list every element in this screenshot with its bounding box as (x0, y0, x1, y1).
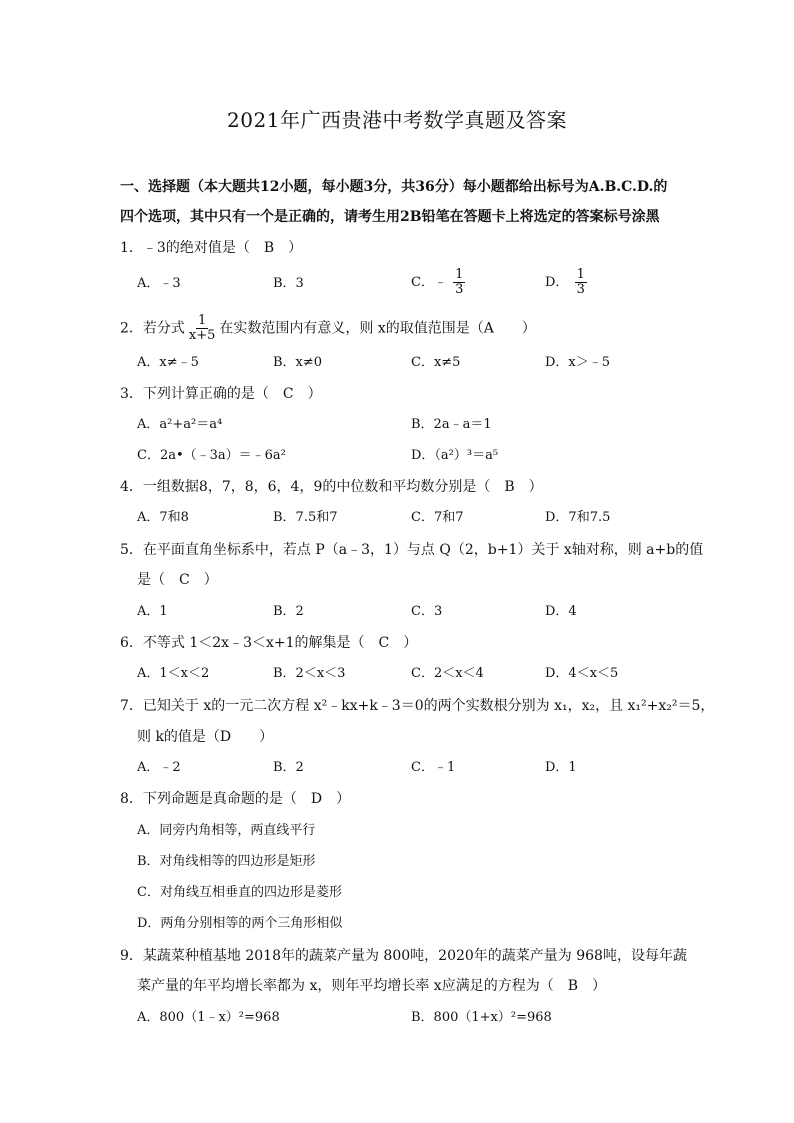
question-4-stem: 4．一组数据8，7，8，6，4，9的中位数和平均数分别是（ B ） (120, 479, 543, 495)
question-2-stem-suffix: 在实数范围内有意义，则 x的取值范围是（A ） (219, 320, 536, 337)
question-4-option-a: A．7和8 (137, 510, 189, 525)
question-2-fraction (187, 314, 218, 343)
question-5-option-a: A．1 (137, 604, 168, 619)
question-5-option-b: B．2 (273, 604, 304, 619)
question-3-option-c: C．2a•（﹣3a）＝﹣6a² (137, 448, 286, 463)
question-1-option-c-fraction (453, 268, 465, 297)
fraction-numerator: 1 (576, 267, 585, 282)
question-8-option-c: C．对角线互相垂直的四边形是菱形 (137, 885, 342, 900)
question-3-option-b: B．2a﹣a＝1 (411, 417, 492, 432)
fraction-denominator: 3 (455, 282, 464, 297)
question-3-stem: 3．下列计算正确的是（ C ） (120, 386, 322, 402)
fraction-numerator: 1 (455, 267, 464, 282)
question-1-option-c (411, 268, 467, 297)
question-7-stem-line-2: 则 k的值是（D ） (137, 729, 274, 745)
question-2-option-b: B．x≠0 (273, 355, 323, 370)
question-1-option-a: A．﹣3 (137, 276, 181, 291)
question-9-option-a: A．800（1﹣x）²=968 (137, 1010, 280, 1025)
question-7-option-b: B．2 (273, 760, 304, 775)
fraction-numerator: 1 (198, 313, 207, 328)
question-4-option-d: D．7和7.5 (545, 510, 611, 525)
section-heading-line-2: 四个选项，其中只有一个是正确的，请考生用2B铅笔在答题卡上将选定的答案标号涂黑 (120, 209, 660, 225)
question-5-stem-line-2: 是（ C ） (137, 572, 218, 588)
question-5-option-c: C．3 (411, 604, 443, 619)
question-3-option-d: D．（a²）³＝a⁵ (411, 448, 499, 463)
question-7-option-a: A．﹣2 (137, 760, 181, 775)
question-7-option-d: D．1 (545, 760, 577, 775)
question-6-option-b: B．2＜x＜3 (273, 666, 346, 681)
question-3-option-a: A．a²+a²＝a⁴ (137, 417, 223, 432)
question-4-option-b: B．7.5和7 (273, 510, 338, 525)
question-8-option-b: B．对角线相等的四边形是矩形 (137, 854, 316, 869)
page-title: 2021年广西贵港中考数学真题及答案 (227, 108, 567, 132)
question-2-option-d: D．x＞﹣5 (545, 355, 611, 370)
question-1-stem: 1．﹣3的绝对值是（ B ） (120, 240, 303, 256)
question-7-stem-line-1: 7．已知关于 x的一元二次方程 x²﹣kx+k﹣3＝0的两个实数根分别为 x₁，x₂，且 x₁²+x₂²＝5， (120, 698, 715, 714)
question-8-stem: 8．下列命题是真命题的是（ D ） (120, 791, 351, 807)
question-9-stem-line-1: 9．某蔬菜种植基地 2018年的蔬菜产量为 800吨，2020年的蔬菜产量为 968吨，设每年蔬 (120, 948, 687, 964)
question-2-option-a: A．x≠﹣5 (137, 355, 199, 370)
question-1-option-d-fraction (575, 268, 587, 297)
question-5-stem-line-1: 5．在平面直角坐标系中，若点 P（a﹣3，1）与点 Q（2，b+1）关于 x轴对称，则 a+b的值 (120, 542, 704, 558)
question-4-option-c: C．7和7 (411, 510, 464, 525)
section-heading-line-1: 一、选择题（本大题共12小题，每小题3分，共36分）每小题都给出标号为A.B.C.D.的 (120, 179, 668, 195)
question-8-option-d: D．两角分别相等的两个三角形相似 (137, 916, 343, 931)
question-6-option-c: C．2＜x＜4 (411, 666, 484, 681)
question-8-option-a: A．同旁内角相等，两直线平行 (137, 823, 316, 838)
question-1-option-b: B．3 (273, 276, 304, 291)
question-6-stem: 6．不等式 1＜2x﹣3＜x+1的解集是（ C ） (120, 635, 418, 651)
fraction-denominator: x+5 (188, 328, 216, 343)
question-2-stem (120, 314, 536, 343)
question-1-option-d-prefix: D． (545, 275, 569, 290)
question-1-option-d (545, 268, 589, 297)
question-7-option-c: C．﹣1 (411, 760, 456, 775)
question-1-option-c-prefix: C．﹣ (411, 275, 447, 290)
question-6-option-a: A．1＜x＜2 (137, 666, 210, 681)
question-6-option-d: D．4＜x＜5 (545, 666, 619, 681)
question-9-stem-line-2: 菜产量的年平均增长率都为 x，则年平均增长率 x应满足的方程为（ B ） (137, 978, 606, 994)
fraction-denominator: 3 (576, 282, 585, 297)
question-5-option-d: D．4 (545, 604, 577, 619)
question-2-stem-prefix: 2．若分式 (120, 320, 185, 337)
question-9-option-b: B．800（1+x）²=968 (411, 1010, 552, 1025)
question-2-option-c: C．x≠5 (411, 355, 461, 370)
